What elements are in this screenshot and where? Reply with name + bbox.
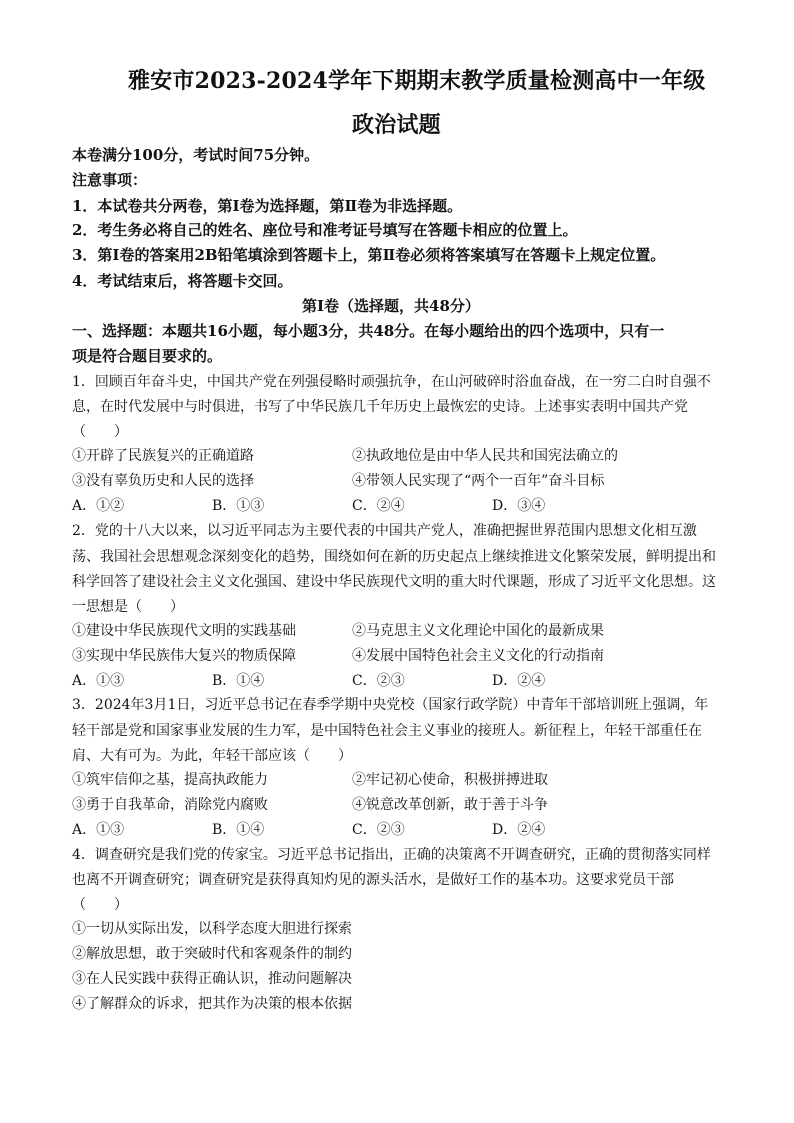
section-instructions: 项是符合题目要求的。: [72, 347, 223, 365]
score-line: 本卷满分100分，考试时间75分钟。: [72, 146, 320, 164]
choice-c: C．②③: [352, 822, 405, 838]
question-stem: 轻干部是党和国家事业发展的生力军，是中国特色社会主义事业的接班人。新征程上，年轻干部重任在: [72, 723, 702, 739]
part-heading: 第Ⅰ卷（选择题，共48分）: [302, 297, 480, 315]
question-stem: 3．2024年3月1日，习近平总书记在春季学期中央党校（国家行政学院）中青年干部培训班上强调，年: [72, 697, 709, 713]
exam-title: 雅安市2023-2024学年下期期末教学质量检测高中一年级: [128, 68, 706, 94]
notice-heading: 注意事项：: [72, 171, 148, 189]
statement: ④发展中国特色社会主义文化的行动指南: [352, 648, 604, 664]
statement: ②解放思想，敢于突破时代和客观条件的制约: [72, 946, 352, 962]
statement: ②牢记初心使命，积极拼搏进取: [352, 772, 548, 788]
exam-subject: 政治试题: [352, 112, 441, 138]
answer-blank: （ ）: [72, 424, 128, 440]
statement: ④锐意改革创新，敢于善于斗争: [352, 797, 548, 813]
notice-item: 4．考试结束后，将答题卡交回。: [72, 272, 293, 290]
question-stem: 4．调查研究是我们党的传家宝。习近平总书记指出，正确的决策离不开调查研究，正确的贯彻落实同样: [72, 847, 711, 863]
question-stem: 肩、大有可为。为此，年轻干部应该（ ）: [72, 748, 352, 764]
question-stem: 息，在时代发展中与时俱进，书写了中华民族几千年历史上最恢宏的史诗。上述事实表明中国共产党: [72, 399, 688, 415]
statement: ③在人民实践中获得正确认识，推动问题解决: [72, 971, 352, 987]
section-instructions: 一、选择题：本题共16小题，每小题3分，共48分。在每小题给出的四个选项中，只有一: [72, 322, 665, 340]
notice-item: 2．考生务必将自己的姓名、座位号和准考证号填写在答题卡相应的位置上。: [72, 221, 578, 239]
statement: ③实现中华民族伟大复兴的物质保障: [72, 648, 296, 664]
question-stem: 科学回答了建设社会主义文化强国、建设中华民族现代文明的重大时代课题，形成了习近平文化思想。这: [72, 574, 716, 590]
statement: ①建设中华民族现代文明的实践基础: [72, 623, 296, 639]
statement: ④带领人民实现了“两个一百年”奋斗目标: [352, 473, 605, 489]
question-stem: 1．回顾百年奋斗史，中国共产党在列强侵略时顽强抗争，在山河破碎时浴血奋战，在一穷二白时自强不: [72, 374, 711, 390]
choice-a: A．①③: [72, 673, 125, 689]
choice-a: A．①③: [72, 822, 125, 838]
choice-b: B．①④: [212, 673, 265, 689]
statement: ②执政地位是由中华人民共和国宪法确立的: [352, 448, 618, 464]
statement: ④了解群众的诉求，把其作为决策的根本依据: [72, 996, 352, 1012]
choice-d: D．③④: [492, 498, 546, 514]
statement: ③没有辜负历史和人民的选择: [72, 473, 254, 489]
question-stem: 荡、我国社会思想观念深刻变化的趋势，围绕如何在新的历史起点上继续推进文化繁荣发展，鲜明提出和: [72, 549, 716, 565]
choice-b: B．①④: [212, 822, 265, 838]
statement: ①筑牢信仰之基，提高执政能力: [72, 772, 268, 788]
statement: ①一切从实际出发，以科学态度大胆进行探索: [72, 921, 352, 937]
choice-d: D．②④: [492, 673, 546, 689]
statement: ②马克思主义文化理论中国化的最新成果: [352, 623, 604, 639]
choice-c: C．②④: [352, 498, 405, 514]
question-stem: 2．党的十八大以来，以习近平同志为主要代表的中国共产党人，准确把握世界范围内思想文化相互激: [72, 523, 697, 539]
choice-d: D．②④: [492, 822, 546, 838]
notice-item: 3．第Ⅰ卷的答案用2B铅笔填涂到答题卡上，第Ⅱ卷必须将答案填写在答题卡上规定位置。: [72, 246, 666, 264]
choice-a: A．①②: [72, 498, 125, 514]
notice-item: 1．本试卷共分两卷，第Ⅰ卷为选择题，第Ⅱ卷为非选择题。: [72, 197, 463, 215]
question-stem: 也离不开调查研究；调查研究是获得真知灼见的源头活水，是做好工作的基本功。这要求党员干部: [72, 872, 674, 888]
answer-blank: （ ）: [72, 897, 128, 913]
statement: ①开辟了民族复兴的正确道路: [72, 448, 254, 464]
question-stem: 一思想是（ ）: [72, 599, 184, 615]
statement: ③勇于自我革命，消除党内腐败: [72, 797, 268, 813]
choice-c: C．②③: [352, 673, 405, 689]
choice-b: B．①③: [212, 498, 265, 514]
